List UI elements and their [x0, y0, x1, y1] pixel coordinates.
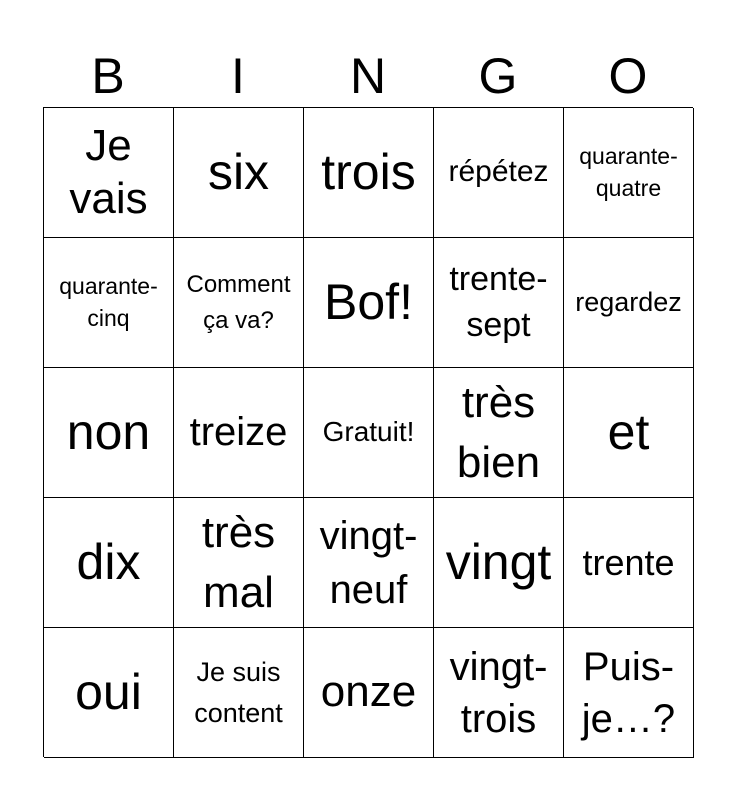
cell-text: non [66, 403, 151, 460]
bingo-cell[interactable] [434, 238, 564, 368]
cell-text: onze [320, 667, 417, 717]
bingo-cell[interactable] [304, 628, 434, 758]
bingo-cell[interactable] [174, 108, 304, 238]
bingo-cell[interactable] [44, 498, 174, 628]
cell-text: Je vais [69, 120, 148, 223]
bingo-cell[interactable] [434, 498, 564, 628]
cell-text: très mal [201, 508, 276, 617]
cell-text: Puis-je…? [581, 644, 676, 741]
bingo-cell[interactable] [564, 368, 694, 498]
bingo-cell[interactable] [174, 628, 304, 758]
cell-text: dix [76, 533, 141, 590]
bingo-cell[interactable] [304, 368, 434, 498]
cell-text: quarante-quatre [579, 143, 678, 201]
bingo-cell[interactable] [174, 368, 304, 498]
bingo-cell[interactable] [564, 108, 694, 238]
bingo-cell[interactable] [304, 238, 434, 368]
bingo-cell[interactable] [564, 628, 694, 758]
bingo-cell[interactable] [44, 368, 174, 498]
cell-text: Bof! [324, 273, 413, 330]
bingo-cell[interactable] [174, 498, 304, 628]
bingo-cell[interactable] [174, 238, 304, 368]
cell-text: oui [75, 663, 142, 720]
cell-text: vingt [445, 533, 552, 590]
cell-text: vingt-neuf [319, 513, 418, 612]
header-letter-i: I [231, 48, 245, 104]
header-letter-g: G [478, 48, 518, 104]
cell-text: et [607, 403, 650, 460]
cell-text: trois [321, 143, 416, 200]
cell-text: Gratuit! [322, 416, 415, 448]
cell-text: quarante-cinq [59, 273, 158, 331]
bingo-cell[interactable] [564, 238, 694, 368]
bingo-cell[interactable] [564, 498, 694, 628]
bingo-cell[interactable] [44, 628, 174, 758]
cell-text: Comment ça va? [186, 270, 291, 334]
bingo-cell[interactable] [434, 108, 564, 238]
cell-text: six [207, 143, 270, 200]
cell-text: trente-sept [449, 259, 548, 344]
header-letter-b: B [91, 48, 125, 104]
bingo-cell[interactable] [304, 498, 434, 628]
cell-text: répétez [448, 155, 549, 189]
bingo-cell[interactable] [44, 108, 174, 238]
header-letter-o: O [608, 48, 648, 104]
cell-text: vingt-trois [449, 644, 548, 741]
cell-text: regardez [575, 286, 682, 317]
bingo-cell[interactable] [434, 628, 564, 758]
cell-text: très bien [456, 378, 541, 487]
bingo-cell[interactable] [44, 238, 174, 368]
header-letter-n: N [349, 48, 387, 104]
bingo-cell[interactable] [304, 108, 434, 238]
bingo-cell[interactable] [434, 368, 564, 498]
cell-text: treize [189, 409, 288, 454]
bingo-header [43, 46, 693, 106]
cell-text: trente [582, 541, 675, 583]
cell-text: Je suis content [194, 657, 283, 728]
bingo-card-grid [43, 107, 693, 757]
